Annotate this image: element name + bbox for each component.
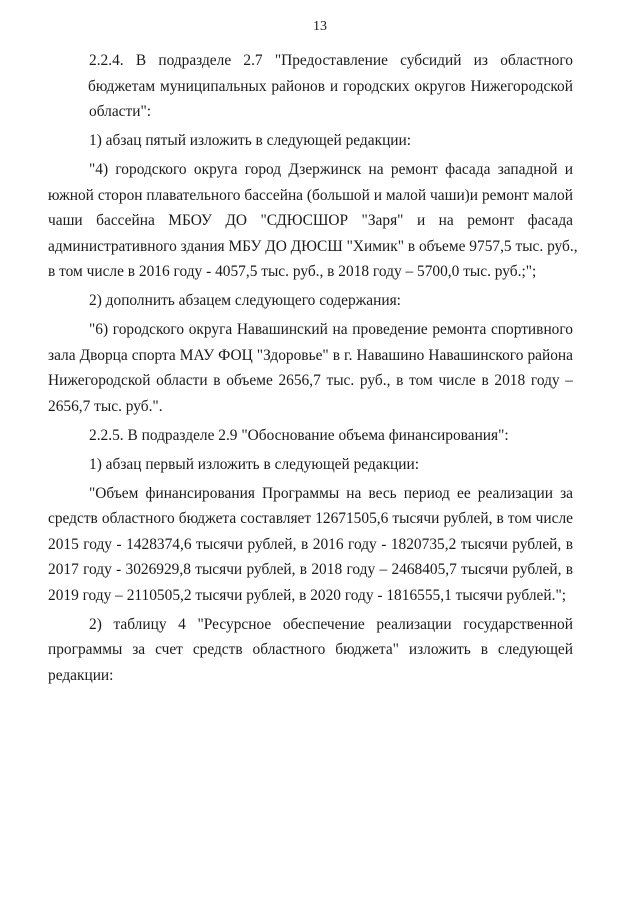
text-line: 2.2.5. В подразделе 2.9 "Обоснование объема финансирования": [89, 426, 509, 444]
text-line: Нижегородской области в объеме 2656,7 тыс. руб., в том числе в 2018 году – [48, 372, 573, 389]
text-line: 2019 году – 2110505,2 тысячи рублей, в 2020 году - 1816555,1 тысячи рублей."; [48, 586, 567, 604]
text-line: административного здания МБУ ДО ДЮСШ "Химик" в объеме 9757,5 тыс. руб., [48, 237, 578, 255]
text-line: 2.2.4. В подразделе 2.7 "Предоставление субсидий из областного [89, 52, 573, 69]
document-body [48, 48, 578, 692]
paragraph-2-2-5 [89, 423, 573, 449]
text-line: 2017 году - 3026929,8 тысячи рублей, в 2018 году – 2468405,7 тысячи рублей, в [48, 561, 573, 578]
paragraph-2-2-4 [89, 48, 573, 125]
paragraph-quote-6 [48, 317, 573, 419]
page-number: 13 [313, 19, 327, 34]
paragraph-item-2-add [89, 288, 573, 314]
text-line: области": [89, 103, 152, 120]
text-line: 2656,7 тыс. руб.". [48, 397, 163, 415]
text-line: редакции: [48, 666, 114, 684]
text-line: средств областного бюджета составляет 12671505,6 тысячи рублей, в том числе [48, 510, 573, 527]
text-line: бюджетам муниципальных районов и городских округов Нижегородской [88, 77, 573, 95]
paragraph-item-1-fifth [89, 128, 573, 154]
text-line: 1) абзац первый изложить в следующей редакции: [89, 455, 420, 473]
text-line: 1) абзац пятый изложить в следующей редакции: [89, 132, 412, 149]
paragraph-item-2-table [48, 612, 573, 689]
paragraph-quote-financing [48, 481, 573, 609]
text-line: "6) городского округа Навашинский на проведение ремонта спортивного [89, 321, 573, 338]
text-line: "4) городского округа город Дзержинск на ремонт фасада западной и [89, 161, 573, 178]
text-line: "Объем финансирования Программы на весь период ее реализации за [89, 484, 573, 502]
text-line: программы за счет средств областного бюджета" изложить в следующей [48, 641, 573, 658]
text-line: южной сторон плавательного бассейна (большой и малой чаши)и ремонт малой [48, 186, 573, 204]
text-line: 2015 году - 1428374,6 тысячи рублей, в 2016 году - 1820735,2 тысячи рублей, в [48, 535, 573, 553]
text-line: зала Дворца спорта МАУ ФОЦ "Здоровье" в г. Навашино Навашинского района [48, 346, 573, 364]
paragraph-quote-4 [48, 157, 578, 285]
paragraph-item-1-first [89, 452, 573, 478]
text-line: в том числе в 2016 году - 4057,5 тыс. руб., в 2018 году – 5700,0 тыс. руб.;"; [48, 263, 537, 280]
text-line: чаши бассейна МБОУ ДО "СДЮСШОР "Заря" и на ремонт фасада [48, 212, 573, 229]
text-line: 2) таблицу 4 "Ресурсное обеспечение реализации государственной [89, 615, 573, 633]
text-line: 2) дополнить абзацем следующего содержания: [89, 292, 401, 309]
